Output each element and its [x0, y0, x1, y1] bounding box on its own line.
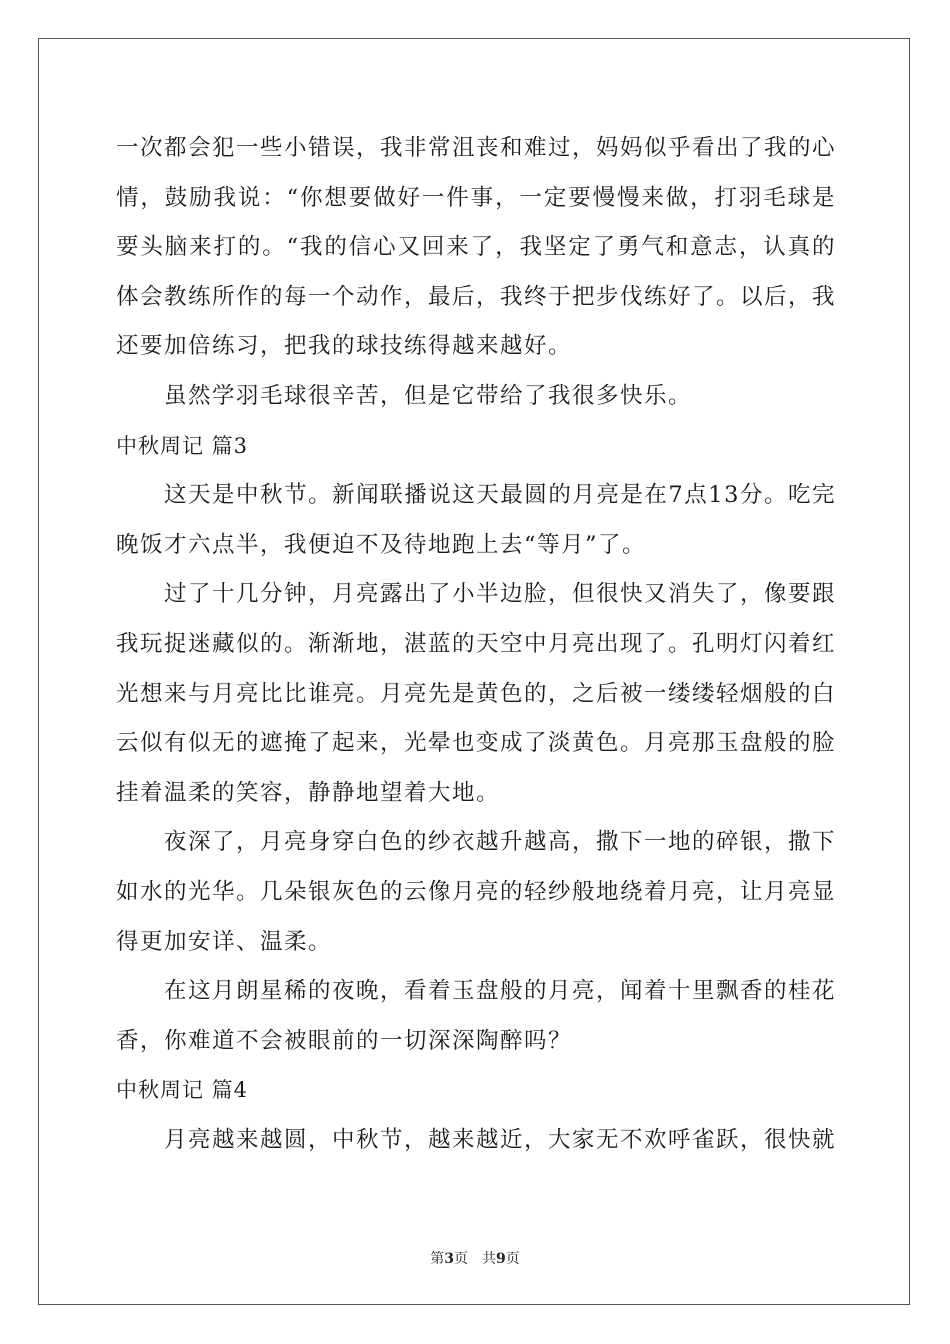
footer-suffix: 页 [505, 1251, 520, 1267]
paragraph: 在这月朗星稀的夜晚，看着玉盘般的月亮，闻着十里飘香的桂花香，你难道不会被眼前的一切深深陶醉吗？ [116, 978, 837, 1054]
paragraph: 过了十几分钟，月亮露出了小半边脸，但很快又消失了，像要跟我玩捉迷藏似的。渐渐地，湛蓝的天空中月亮出现了。孔明灯闪着红光想来与月亮比比谁亮。月亮先是黄色的，之后被一缕缕轻烟般的白云似有似无的遮掩了起来，光晕也变成了淡黄色。月亮那玉盘般的脸挂着温柔的笑容，静静地望着大地。 [116, 581, 837, 806]
footer-prefix: 第 [430, 1251, 445, 1267]
paragraph: 虽然学羽毛球很辛苦，但是它带给了我很多快乐。 [164, 382, 693, 409]
current-page-number: 3 [444, 1251, 454, 1267]
page-footer [0, 1248, 950, 1268]
paragraph: 夜深了，月亮身穿白色的纱衣越升越高，撒下一地的碎银，撒下如水的光华。几朵银灰色的云像月亮的轻纱般地绕着月亮，让月亮显得更加安详、温柔。 [116, 829, 837, 955]
footer-mid: 页 共 [454, 1251, 496, 1267]
paragraph: 一次都会犯一些小错误，我非常沮丧和难过，妈妈似乎看出了我的心情，鼓励我说：“你想要做好一件事，一定要慢慢来做，打羽毛球是要头脑来打的。“我的信心又回来了，我坚定了勇气和意志，认真的体会教练所作的每一个动作，最后，我终于把步伐练好了。以后，我还要加倍练习，把我的球技练得越来越好。 [116, 135, 837, 360]
paragraph: 这天是中秋节。新闻联播说这天最圆的月亮是在7点13分。吃完晚饭才六点半，我便迫不及待地跑上去“等月”了。 [116, 482, 836, 558]
section-heading: 中秋周记 篇3 [116, 433, 249, 458]
document-body [116, 124, 836, 1165]
total-page-number: 9 [496, 1251, 506, 1267]
paragraph: 月亮越来越圆，中秋节，越来越近，大家无不欢呼雀跃，很快就 [164, 1126, 837, 1153]
section-heading: 中秋周记 篇4 [116, 1078, 249, 1103]
